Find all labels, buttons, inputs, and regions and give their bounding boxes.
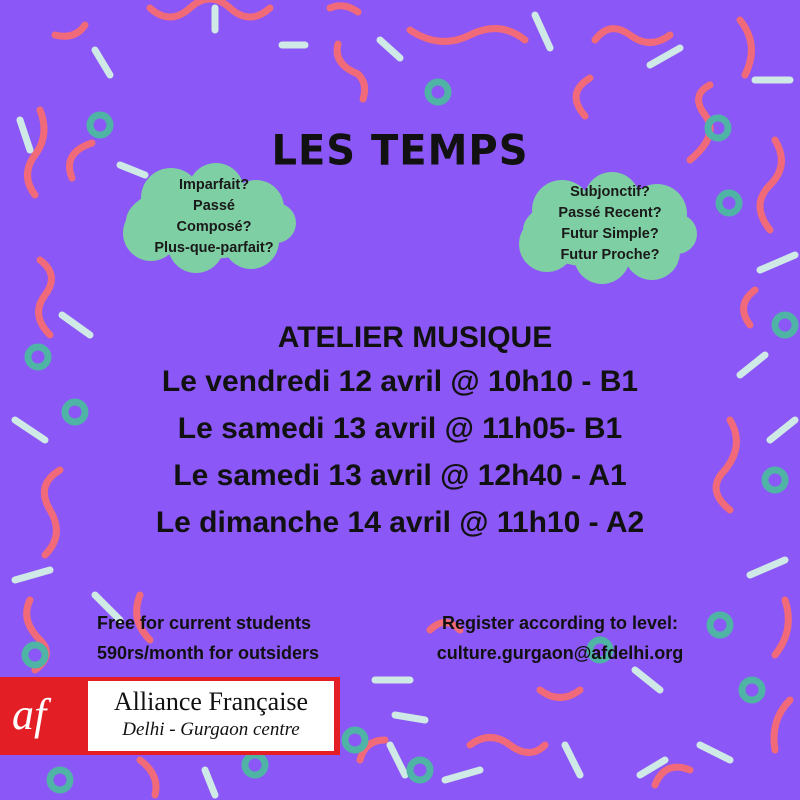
af-logo-text: af (12, 690, 47, 739)
squiggle (150, 0, 270, 17)
cloud-right-line: Futur Proche? (560, 247, 660, 263)
cloud-right-line: Subjonctif? (570, 184, 650, 200)
confetti-ring (742, 680, 762, 700)
session-line: Le vendredi 12 avril @ 10h10 - B1 (161, 365, 639, 398)
schedule-heading: ATELIER MUSIQUE (277, 321, 553, 354)
squiggle (595, 29, 670, 43)
confetti-ring (50, 770, 70, 790)
squiggle (655, 767, 690, 785)
squiggle (774, 700, 790, 750)
confetti-ring (25, 645, 45, 665)
register-email[interactable]: culture.gurgaon@afdelhi.org (436, 643, 684, 663)
session-line: Le samedi 13 avril @ 12h40 - A1 (173, 459, 627, 492)
session-line: Le dimanche 14 avril @ 11h10 - A2 (155, 506, 645, 539)
confetti-dash (650, 48, 680, 65)
cloud-right (512, 172, 698, 284)
confetti-dash (390, 745, 405, 775)
confetti-dash (380, 40, 400, 58)
cloud-left (116, 163, 296, 273)
pricing-info (97, 608, 319, 668)
squiggle (540, 690, 580, 698)
confetti-dash (15, 570, 50, 580)
confetti-dash (535, 15, 550, 48)
alliance-francaise-logo (0, 677, 340, 755)
cloud-right-line: Futur Simple? (561, 226, 659, 242)
cloud-right-line: Passé Recent? (558, 205, 662, 221)
register-info (400, 608, 720, 668)
logo-name: Alliance Française (113, 687, 309, 716)
confetti-dash (635, 670, 660, 690)
session-line: Le samedi 13 avril @ 11h05- B1 (177, 412, 623, 445)
squiggle (337, 44, 365, 99)
confetti-ring (719, 193, 739, 213)
squiggle (410, 29, 525, 42)
confetti-dash (760, 255, 795, 270)
register-line: Register according to level: (441, 613, 679, 633)
confetti-dash (445, 770, 480, 780)
confetti-ring (410, 760, 430, 780)
pricing-line: 590rs/month for outsiders (97, 643, 320, 663)
squiggle (775, 600, 788, 655)
squiggle (55, 25, 85, 36)
confetti-dash (395, 715, 425, 720)
confetti-dash (565, 745, 580, 775)
squiggle (576, 78, 590, 116)
confetti-dash (750, 560, 785, 575)
confetti-dash (205, 770, 215, 795)
schedule (0, 318, 800, 546)
logo-panel (88, 681, 334, 751)
confetti-ring (428, 82, 448, 102)
pricing-line: Free for current students (97, 613, 312, 633)
page-title: LES TEMPS (271, 126, 529, 176)
confetti-dash (700, 745, 730, 760)
squiggle (330, 6, 358, 12)
af-logo-mark (0, 677, 86, 755)
cloud-left-line: Plus-que-parfait? (154, 240, 274, 256)
confetti-ring (245, 755, 265, 775)
squiggle (470, 738, 545, 753)
cloud-left-line: Passé (193, 198, 235, 214)
cloud-left-line: Composé? (176, 219, 252, 235)
squiggle (140, 760, 156, 795)
confetti-dash (95, 50, 110, 75)
squiggle (740, 20, 751, 75)
logo-subtitle: Delhi - Gurgaon centre (122, 719, 300, 740)
cloud-left-line: Imparfait? (178, 177, 250, 193)
confetti-ring (345, 730, 365, 750)
